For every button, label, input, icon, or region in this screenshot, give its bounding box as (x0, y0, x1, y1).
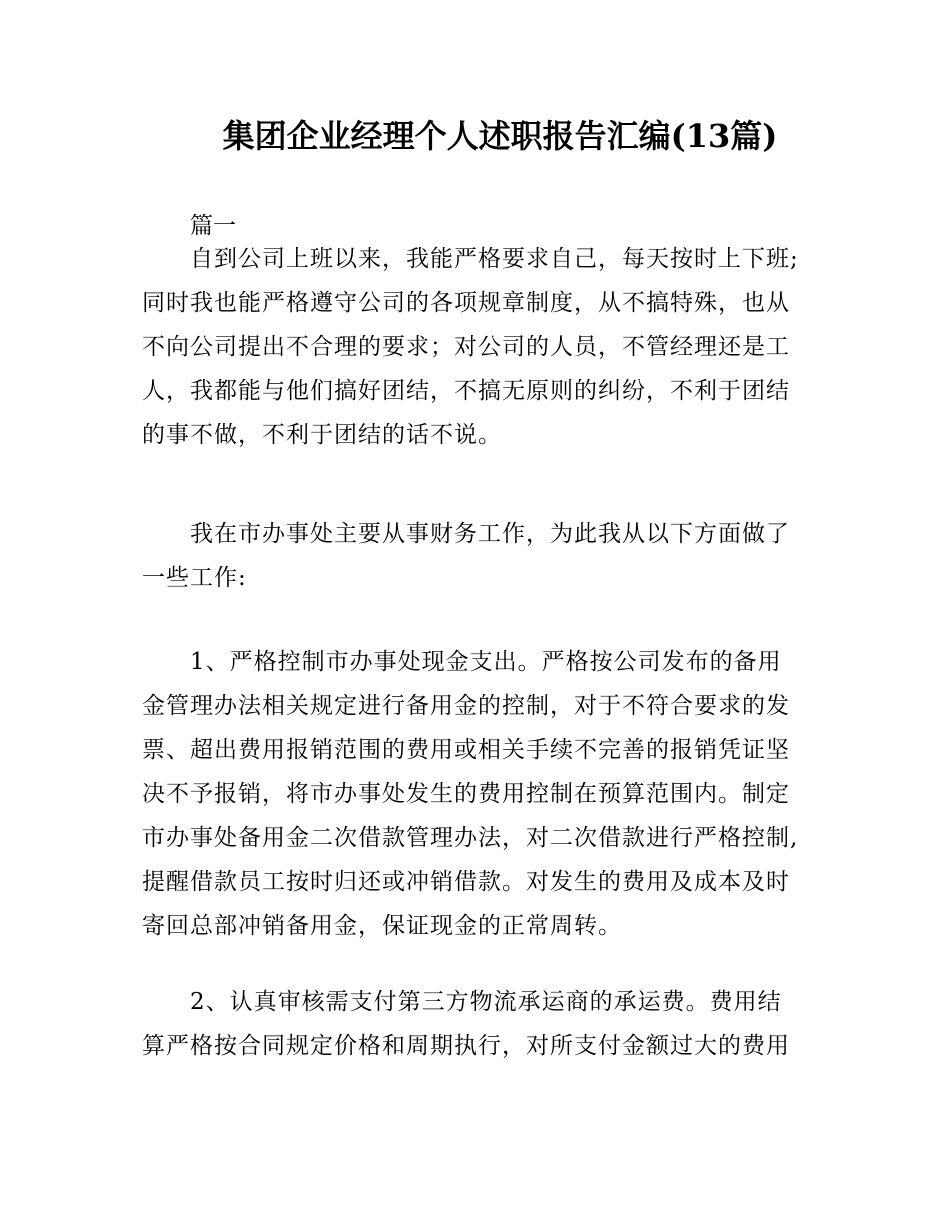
paragraph-line: 一些工作: (142, 565, 247, 591)
paragraph-line: 市办事处备用金二次借款管理办法，对二次借款进行严格控制, (142, 825, 799, 851)
paragraph-line: 算严格按合同规定价格和周期执行，对所支付金额过大的费用 (142, 1033, 790, 1059)
paragraph-line: 1、严格控制市办事处现金支出。严格按公司发布的备用 (190, 649, 782, 675)
paragraph-line: 金管理办法相关规定进行备用金的控制，对于不符合要求的发 (142, 693, 790, 719)
paragraph-1 (142, 237, 842, 457)
paragraph-line: 寄回总部冲销备用金，保证现金的正常周转。 (142, 913, 622, 939)
paragraph-4 (142, 980, 842, 1068)
paragraph-line: 提醒借款员工按时归还或冲销借款。对发生的费用及成本及时 (142, 869, 790, 895)
paragraph-line: 的事不做，不利于团结的话不说。 (142, 422, 502, 448)
paragraph-line: 决不予报销，将市办事处发生的费用控制在预算范围内。制定 (142, 781, 790, 807)
paragraph-line: 2、认真审核需支付第三方物流承运商的承运费。费用结 (190, 989, 782, 1015)
document-title: 集团企业经理个人述职报告汇编(13篇) (222, 117, 778, 155)
section-label: 篇一 (190, 213, 236, 239)
paragraph-line: 不向公司提出不合理的要求；对公司的人员，不管经理还是工 (142, 334, 790, 360)
paragraph-2 (142, 512, 842, 600)
paragraph-line: 同时我也能严格遵守公司的各项规章制度，从不搞特殊，也从 (142, 290, 790, 316)
paragraph-line: 我在市办事处主要从事财务工作，为此我从以下方面做了 (190, 521, 790, 547)
paragraph-line: 人，我都能与他们搞好团结，不搞无原则的纠纷，不利于团结 (142, 378, 790, 404)
paragraph-line: 票、超出费用报销范围的费用或相关手续不完善的报销凭证坚 (142, 737, 790, 763)
paragraph-3 (142, 640, 842, 948)
paragraph-line: 自到公司上班以来，我能严格要求自己，每天按时上下班; (190, 246, 799, 272)
